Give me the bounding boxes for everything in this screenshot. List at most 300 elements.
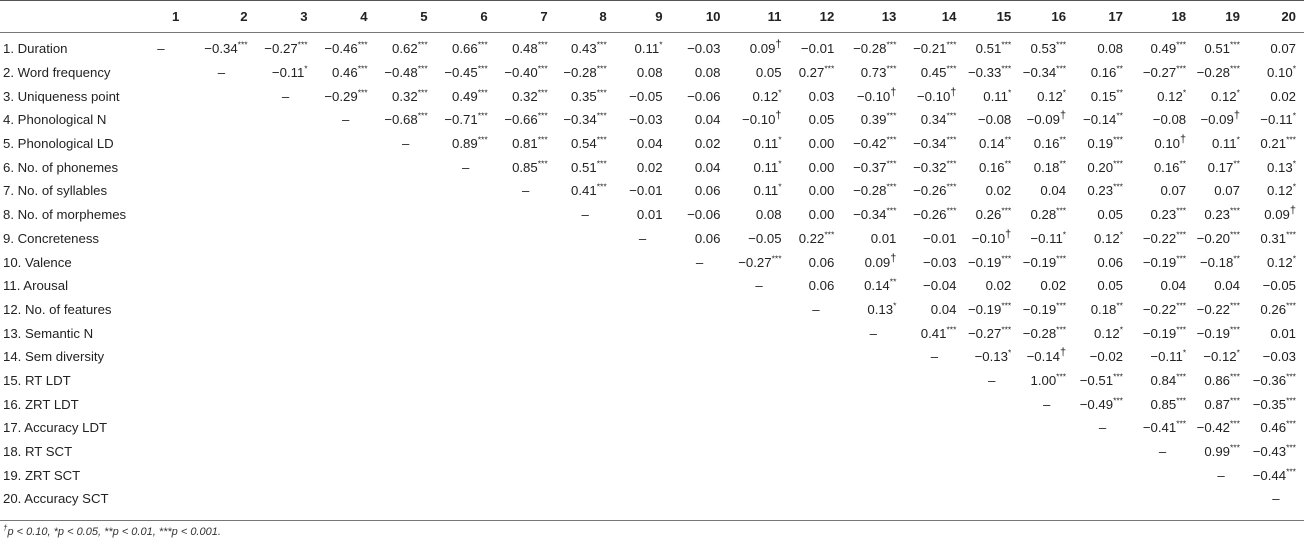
correlation-value: 0.04 xyxy=(694,112,721,128)
correlation-cell xyxy=(1131,369,1194,393)
correlation-cell xyxy=(964,298,1019,322)
significance-marker: *** xyxy=(596,134,607,145)
correlation-value: 0.05 xyxy=(808,112,835,128)
correlation-value: 0.14 xyxy=(864,278,890,294)
empty-cell xyxy=(1019,463,1074,487)
correlation-value: 0.34 xyxy=(920,112,947,128)
correlation-cell xyxy=(496,132,556,156)
correlation-value: 0.73 xyxy=(860,65,887,81)
correlation-value: 0.02 xyxy=(1040,278,1067,294)
correlation-value: 0.46 xyxy=(1260,420,1287,436)
significance-marker: *** xyxy=(297,39,308,50)
empty-cell xyxy=(187,250,255,274)
row-label: 15. RT LDT xyxy=(3,372,71,388)
column-header: 10 xyxy=(671,1,729,33)
correlation-cell xyxy=(1019,108,1074,132)
correlation-value: −0.28 xyxy=(563,65,597,81)
significance-marker: * xyxy=(1292,111,1296,122)
column-header: 7 xyxy=(496,1,556,33)
significance-marker: *** xyxy=(1230,229,1240,240)
correlation-cell xyxy=(964,84,1019,108)
empty-cell xyxy=(316,274,376,298)
correlation-value: 0.05 xyxy=(1097,207,1123,223)
significance-marker: ** xyxy=(1059,158,1067,169)
correlation-value: 0.12 xyxy=(752,88,779,104)
empty-cell xyxy=(671,392,729,416)
correlation-value: 0.18 xyxy=(1033,159,1060,175)
empty-cell xyxy=(556,416,615,440)
correlation-value: −0.51 xyxy=(1079,372,1114,388)
correlation-cell xyxy=(1248,179,1304,203)
significance-marker: ** xyxy=(1233,253,1240,264)
empty-cell xyxy=(376,345,436,369)
correlation-value: 0.02 xyxy=(985,183,1012,199)
correlation-value: 0.49 xyxy=(452,88,478,104)
significance-marker: * xyxy=(1292,253,1296,264)
correlation-cell xyxy=(316,33,376,61)
empty-cell xyxy=(496,227,556,251)
correlation-value: 0.81 xyxy=(512,136,538,152)
correlation-value: 0.49 xyxy=(1150,41,1177,57)
significance-marker: *** xyxy=(946,182,957,193)
correlation-value: 0.85 xyxy=(512,159,538,175)
empty-cell xyxy=(1019,440,1074,464)
significance-marker: * xyxy=(778,182,782,193)
correlation-value: 0.16 xyxy=(1090,65,1117,81)
empty-cell xyxy=(728,298,789,322)
significance-marker: * xyxy=(1292,158,1296,169)
correlation-cell xyxy=(496,61,556,85)
correlation-cell xyxy=(1074,179,1131,203)
correlation-cell xyxy=(1131,108,1194,132)
row-label: 4. Phonological N xyxy=(3,112,107,128)
correlation-cell xyxy=(615,108,671,132)
empty-cell xyxy=(135,463,188,487)
correlation-cell xyxy=(790,227,843,251)
correlation-cell xyxy=(790,250,843,274)
correlation-value: – xyxy=(755,278,763,294)
correlation-cell xyxy=(1248,227,1304,251)
significance-marker: *** xyxy=(417,111,428,122)
empty-cell xyxy=(556,321,615,345)
correlation-value: 0.12 xyxy=(1037,88,1063,104)
correlation-value: 0.00 xyxy=(808,159,835,175)
correlation-value: −0.14 xyxy=(1026,349,1060,365)
empty-cell xyxy=(904,392,964,416)
significance-marker: *** xyxy=(1056,300,1067,311)
significance-marker: *** xyxy=(771,253,782,264)
empty-cell xyxy=(496,440,556,464)
correlation-value: 0.00 xyxy=(808,183,835,199)
empty-cell xyxy=(256,392,316,416)
significance-marker: *** xyxy=(537,39,548,50)
row-label: 3. Uniqueness point xyxy=(3,88,120,104)
correlation-cell xyxy=(1074,298,1131,322)
empty-cell xyxy=(187,298,255,322)
diagonal-dash xyxy=(615,227,671,251)
footnote-text: p < 0.10, *p < 0.05, **p < 0.01, ***p < 0.001. xyxy=(7,526,221,538)
significance-marker: *** xyxy=(1230,395,1240,406)
empty-cell xyxy=(135,416,188,440)
table-row xyxy=(0,155,1304,179)
correlation-cell xyxy=(790,274,843,298)
significance-marker: * xyxy=(1062,229,1067,240)
empty-cell xyxy=(135,298,188,322)
empty-cell xyxy=(135,321,188,345)
correlation-value: 1.00 xyxy=(1030,372,1057,388)
significance-marker: * xyxy=(778,134,782,145)
column-header: 17 xyxy=(1074,1,1131,33)
empty-cell xyxy=(496,274,556,298)
empty-cell xyxy=(376,440,436,464)
correlation-cell xyxy=(671,155,729,179)
correlation-value: 0.11 xyxy=(753,183,779,199)
correlation-value: 0.13 xyxy=(867,301,894,317)
empty-cell xyxy=(671,345,729,369)
correlation-cell xyxy=(790,179,843,203)
table-row xyxy=(0,345,1304,369)
significance-marker: ** xyxy=(1233,158,1240,169)
correlation-value: 0.15 xyxy=(1090,88,1117,104)
correlation-value: −0.35 xyxy=(1252,396,1287,412)
empty-cell xyxy=(376,227,436,251)
significance-marker: *** xyxy=(1176,229,1187,240)
correlation-cell xyxy=(1194,203,1248,227)
correlation-cell xyxy=(1194,321,1248,345)
correlation-value: – xyxy=(812,301,820,317)
empty-cell xyxy=(256,298,316,322)
empty-cell xyxy=(187,179,255,203)
row-label: 6. No. of phonemes xyxy=(3,159,119,175)
empty-cell xyxy=(496,369,556,393)
correlation-cell xyxy=(556,33,615,61)
correlation-value: −0.42 xyxy=(853,136,887,152)
row-label: 13. Semantic N xyxy=(3,325,94,341)
empty-cell xyxy=(135,274,188,298)
significance-marker: * xyxy=(1119,324,1123,335)
bottom-rule xyxy=(0,520,1304,521)
empty-cell xyxy=(728,369,789,393)
correlation-cell xyxy=(1194,250,1248,274)
correlation-value: 0.04 xyxy=(930,301,957,317)
correlation-value: 0.11 xyxy=(1211,136,1237,152)
correlation-cell xyxy=(728,250,789,274)
empty-cell xyxy=(436,345,496,369)
correlation-cell xyxy=(1019,298,1074,322)
correlation-cell xyxy=(842,33,904,61)
diagonal-dash xyxy=(316,108,376,132)
empty-cell xyxy=(376,392,436,416)
correlation-value: 0.99 xyxy=(1204,444,1230,460)
correlation-value: 0.02 xyxy=(985,278,1012,294)
correlation-value: −0.40 xyxy=(504,65,538,81)
correlation-value: −0.13 xyxy=(974,349,1008,365)
empty-cell xyxy=(556,440,615,464)
significance-marker: *** xyxy=(1176,418,1187,429)
empty-cell xyxy=(135,84,188,108)
significance-marker: *** xyxy=(477,111,488,122)
correlation-cell xyxy=(1248,155,1304,179)
correlation-value: 0.23 xyxy=(1150,207,1177,223)
correlation-cell xyxy=(1131,392,1194,416)
correlation-value: 0.06 xyxy=(694,230,721,246)
correlation-value: 0.35 xyxy=(571,88,597,104)
correlation-value: 0.08 xyxy=(694,65,721,81)
column-header: 8 xyxy=(556,1,615,33)
correlation-cell xyxy=(556,84,615,108)
significance-marker: *** xyxy=(537,87,548,98)
correlation-cell xyxy=(436,33,496,61)
correlation-value: – xyxy=(581,207,589,223)
correlation-value: −0.37 xyxy=(853,159,887,175)
significance-marker: *** xyxy=(1113,182,1123,193)
correlation-cell xyxy=(1074,227,1131,251)
correlation-cell xyxy=(790,155,843,179)
correlation-cell xyxy=(436,61,496,85)
correlation-value: 0.06 xyxy=(694,183,721,199)
correlation-value: −0.05 xyxy=(748,230,782,246)
correlation-value: 0.05 xyxy=(755,65,782,81)
correlation-value: −0.28 xyxy=(853,41,887,57)
correlation-cell xyxy=(1248,463,1304,487)
correlation-cell xyxy=(1019,179,1074,203)
correlation-cell xyxy=(964,179,1019,203)
significance-marker: *** xyxy=(1001,253,1012,264)
correlation-cell xyxy=(964,132,1019,156)
empty-cell xyxy=(790,321,843,345)
empty-cell xyxy=(790,440,843,464)
correlation-cell xyxy=(964,61,1019,85)
correlation-cell xyxy=(842,84,904,108)
correlation-value: −0.43 xyxy=(1252,444,1287,460)
correlation-value: 0.01 xyxy=(1270,325,1296,341)
row-label: 5. Phonological LD xyxy=(3,136,114,152)
table-row xyxy=(0,298,1304,322)
correlation-value: 0.26 xyxy=(1260,301,1287,317)
correlation-cell xyxy=(556,179,615,203)
empty-cell xyxy=(964,392,1019,416)
correlation-value: −0.27 xyxy=(738,254,772,270)
empty-cell xyxy=(842,463,904,487)
correlation-value: −0.08 xyxy=(977,112,1012,128)
correlation-cell xyxy=(842,227,904,251)
correlation-cell xyxy=(1074,250,1131,274)
significance-marker: *** xyxy=(886,158,897,169)
empty-cell xyxy=(1194,487,1248,511)
empty-cell xyxy=(187,108,255,132)
empty-cell xyxy=(256,463,316,487)
correlation-value: 0.46 xyxy=(332,65,358,81)
correlation-value: −0.01 xyxy=(629,183,663,199)
correlation-cell xyxy=(615,33,671,61)
empty-cell xyxy=(135,132,188,156)
empty-cell xyxy=(316,416,376,440)
empty-cell xyxy=(376,487,436,511)
significance-marker: † xyxy=(1180,133,1187,146)
correlation-cell xyxy=(187,33,255,61)
significance-marker: *** xyxy=(1001,300,1012,311)
empty-cell xyxy=(671,298,729,322)
significance-marker: * xyxy=(778,158,782,169)
correlation-value: −0.11 xyxy=(1030,230,1063,246)
significance-marker: *** xyxy=(946,158,957,169)
significance-marker: † xyxy=(890,86,897,99)
correlation-cell xyxy=(615,84,671,108)
empty-cell xyxy=(256,345,316,369)
table-row xyxy=(0,369,1304,393)
correlation-cell xyxy=(1194,392,1248,416)
correlation-value: 0.84 xyxy=(1150,372,1177,388)
empty-cell xyxy=(904,369,964,393)
correlation-cell xyxy=(964,227,1019,251)
empty-cell xyxy=(135,440,188,464)
correlation-cell xyxy=(436,84,496,108)
column-header: 14 xyxy=(904,1,964,33)
empty-cell xyxy=(671,463,729,487)
column-header: 5 xyxy=(376,1,436,33)
significance-marker: *** xyxy=(1176,300,1187,311)
correlation-cell xyxy=(556,132,615,156)
correlation-cell xyxy=(1248,392,1304,416)
empty-cell xyxy=(256,321,316,345)
correlation-cell xyxy=(1248,345,1304,369)
empty-cell xyxy=(728,463,789,487)
correlation-value: 0.16 xyxy=(1153,159,1180,175)
correlation-value: −0.08 xyxy=(1152,112,1187,128)
correlation-cell xyxy=(1248,203,1304,227)
empty-cell xyxy=(1131,463,1194,487)
correlation-cell xyxy=(904,108,964,132)
empty-cell xyxy=(904,440,964,464)
empty-cell xyxy=(135,108,188,132)
correlation-cell xyxy=(964,274,1019,298)
diagonal-dash xyxy=(728,274,789,298)
correlation-value: −0.11 xyxy=(1260,112,1293,128)
empty-cell xyxy=(316,321,376,345)
table-row xyxy=(0,84,1304,108)
empty-cell xyxy=(842,392,904,416)
significance-marker: *** xyxy=(357,39,368,50)
correlation-cell xyxy=(1019,274,1074,298)
empty-cell xyxy=(187,487,255,511)
empty-cell xyxy=(671,440,729,464)
correlation-cell xyxy=(316,84,376,108)
correlation-value: −0.34 xyxy=(204,41,238,57)
significance-marker: *** xyxy=(1286,371,1296,382)
empty-cell xyxy=(790,369,843,393)
significance-marker: *** xyxy=(417,63,428,74)
correlation-cell xyxy=(1248,250,1304,274)
correlation-cell xyxy=(1248,84,1304,108)
empty-cell xyxy=(436,179,496,203)
correlation-value: −0.09 xyxy=(1026,112,1060,128)
column-header: 9 xyxy=(615,1,671,33)
significance-marker: *** xyxy=(1001,63,1012,74)
correlation-value: −0.19 xyxy=(1142,254,1177,270)
correlation-cell xyxy=(1194,179,1248,203)
correlation-cell xyxy=(904,132,964,156)
correlation-value: −0.19 xyxy=(1022,301,1057,317)
column-header: 19 xyxy=(1194,1,1248,33)
correlation-value: −0.34 xyxy=(913,136,947,152)
significance-marker: * xyxy=(1182,347,1187,358)
correlation-cell xyxy=(671,132,729,156)
empty-cell xyxy=(187,416,255,440)
column-header: 12 xyxy=(790,1,843,33)
correlation-value: −0.19 xyxy=(967,254,1002,270)
table-row xyxy=(0,108,1304,132)
empty-cell xyxy=(135,250,188,274)
correlation-cell xyxy=(964,250,1019,274)
correlation-cell xyxy=(1074,155,1131,179)
correlation-value: 0.27 xyxy=(798,65,825,81)
correlation-cell xyxy=(376,84,436,108)
row-label: 8. No. of morphemes xyxy=(3,207,127,223)
significance-marker: ** xyxy=(1116,63,1123,74)
empty-cell xyxy=(556,487,615,511)
correlation-value: 0.09 xyxy=(864,254,891,270)
empty-cell xyxy=(496,345,556,369)
diagonal-dash xyxy=(556,203,615,227)
empty-cell xyxy=(256,487,316,511)
significance-marker: *** xyxy=(1286,418,1296,429)
significance-marker: ** xyxy=(1116,300,1123,311)
column-header: 2 xyxy=(187,1,255,33)
significance-marker: *** xyxy=(596,39,607,50)
correlation-value: 0.22 xyxy=(798,230,825,246)
empty-cell xyxy=(728,392,789,416)
row-label: 17. Accuracy LDT xyxy=(3,420,108,436)
correlation-cell xyxy=(1194,416,1248,440)
correlation-cell xyxy=(671,84,729,108)
empty-cell xyxy=(376,179,436,203)
correlation-cell xyxy=(842,274,904,298)
significance-marker: *** xyxy=(477,134,488,145)
correlation-value: −0.06 xyxy=(687,207,721,223)
correlation-cell xyxy=(904,84,964,108)
empty-cell xyxy=(615,345,671,369)
correlation-value: – xyxy=(1098,420,1107,436)
empty-cell xyxy=(615,440,671,464)
empty-cell xyxy=(904,463,964,487)
correlation-value: 0.06 xyxy=(808,254,835,270)
empty-cell xyxy=(964,416,1019,440)
correlation-value: 0.32 xyxy=(392,88,418,104)
significance-marker: * xyxy=(1007,347,1012,358)
correlation-value: 0.51 xyxy=(571,159,597,175)
empty-cell xyxy=(615,487,671,511)
empty-cell xyxy=(135,227,188,251)
correlation-value: −0.44 xyxy=(1252,467,1287,483)
correlation-cell xyxy=(1131,298,1194,322)
significance-marker: * xyxy=(1062,87,1067,98)
diagonal-dash xyxy=(1019,392,1074,416)
correlation-cell xyxy=(964,321,1019,345)
empty-cell xyxy=(436,298,496,322)
correlation-cell xyxy=(1131,203,1194,227)
correlation-value: 0.19 xyxy=(1087,136,1114,152)
correlation-cell xyxy=(1248,33,1304,61)
correlation-value: −0.42 xyxy=(1196,420,1230,436)
empty-cell xyxy=(615,463,671,487)
correlation-value: 0.07 xyxy=(1270,41,1296,57)
table-row xyxy=(0,440,1304,464)
correlation-value: 0.12 xyxy=(1094,325,1120,341)
significance-marker: *** xyxy=(596,111,607,122)
correlation-value: 0.09 xyxy=(1264,207,1290,223)
column-header: 4 xyxy=(316,1,376,33)
correlation-cell xyxy=(376,33,436,61)
